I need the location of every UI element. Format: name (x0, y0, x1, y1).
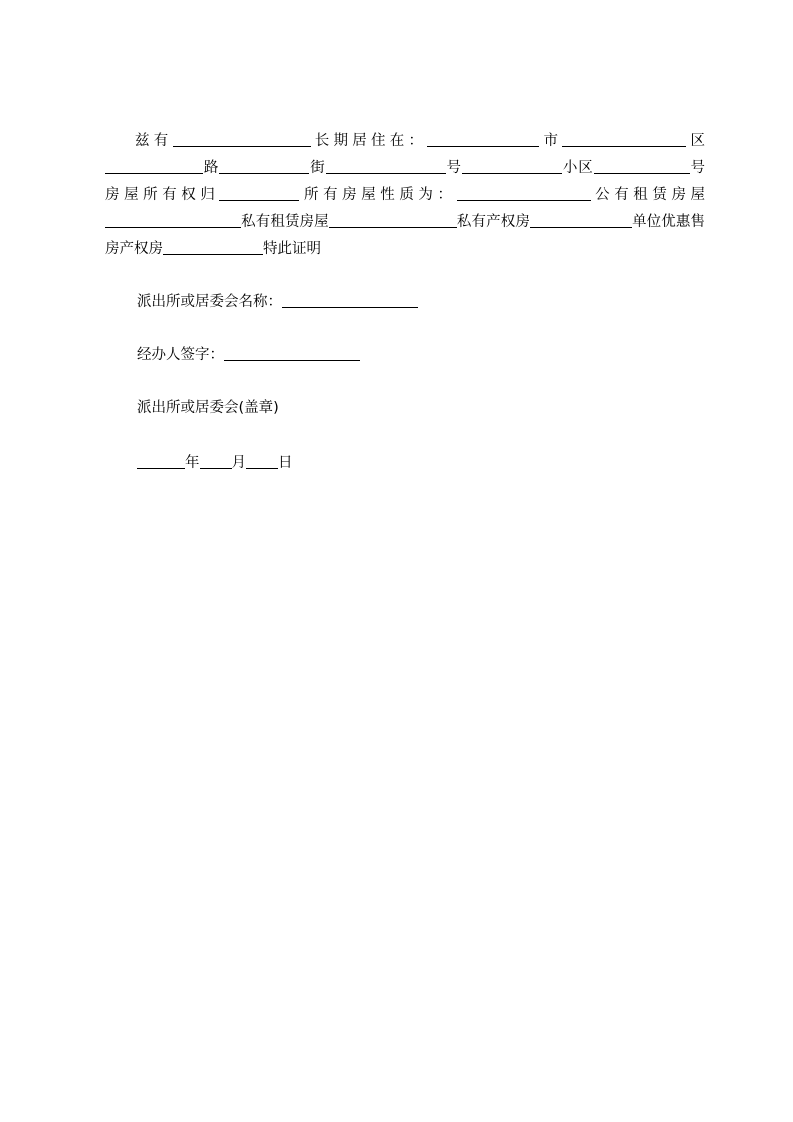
signer-label: 经办人签字： (137, 347, 224, 363)
certificate-body (105, 128, 705, 263)
district-blank[interactable] (105, 157, 203, 174)
text-segment: 私有产权房 (456, 214, 530, 230)
day-blank[interactable] (246, 452, 278, 469)
text-segment: 特此证明 (263, 241, 321, 257)
owner-blank[interactable] (219, 184, 299, 201)
text-segment: 号 (445, 160, 462, 176)
seal-label: 派出所或居委会(盖章) (137, 400, 279, 416)
unit-housing-blank[interactable] (163, 238, 263, 255)
station-name-label: 派出所或居委会名称： (137, 294, 282, 310)
text-segment: 市 (539, 133, 563, 149)
text-segment: 街 (309, 160, 326, 176)
station-name-line (137, 291, 418, 312)
month-blank[interactable] (200, 452, 232, 469)
year-label: 年 (185, 455, 200, 471)
signer-line (137, 344, 360, 365)
public-rental-blank[interactable] (105, 211, 241, 228)
name-blank[interactable] (173, 130, 311, 147)
private-rental-blank[interactable] (329, 211, 457, 228)
text-segment: 路 (203, 160, 220, 176)
text-segment: 小区 (561, 160, 594, 176)
year-blank[interactable] (137, 452, 185, 469)
month-label: 月 (231, 455, 246, 471)
text-segment: 公有租赁房屋 (590, 187, 706, 203)
text-segment: 所有房屋性质为： (299, 187, 457, 203)
private-property-blank[interactable] (530, 211, 632, 228)
station-name-blank[interactable] (282, 291, 418, 308)
text-segment: 区 (686, 133, 705, 149)
day-label: 日 (278, 455, 293, 471)
number-blank[interactable] (462, 157, 562, 174)
signer-blank[interactable] (224, 344, 360, 361)
text-segment: 单位优惠售房产权房 (105, 214, 706, 257)
community-blank[interactable] (594, 157, 690, 174)
road-blank[interactable] (219, 157, 309, 174)
seal-line (137, 398, 279, 418)
nature-blank[interactable] (457, 184, 591, 201)
text-segment: 长期居住在： (310, 133, 428, 149)
city-blank[interactable] (562, 130, 686, 147)
text-segment: 号房屋所有权归 (105, 160, 706, 203)
street-blank[interactable] (326, 157, 446, 174)
date-line (137, 452, 293, 473)
text-segment: 私有租赁房屋 (241, 214, 329, 230)
text-segment: 兹有 (135, 133, 173, 149)
address-blank[interactable] (427, 130, 539, 147)
